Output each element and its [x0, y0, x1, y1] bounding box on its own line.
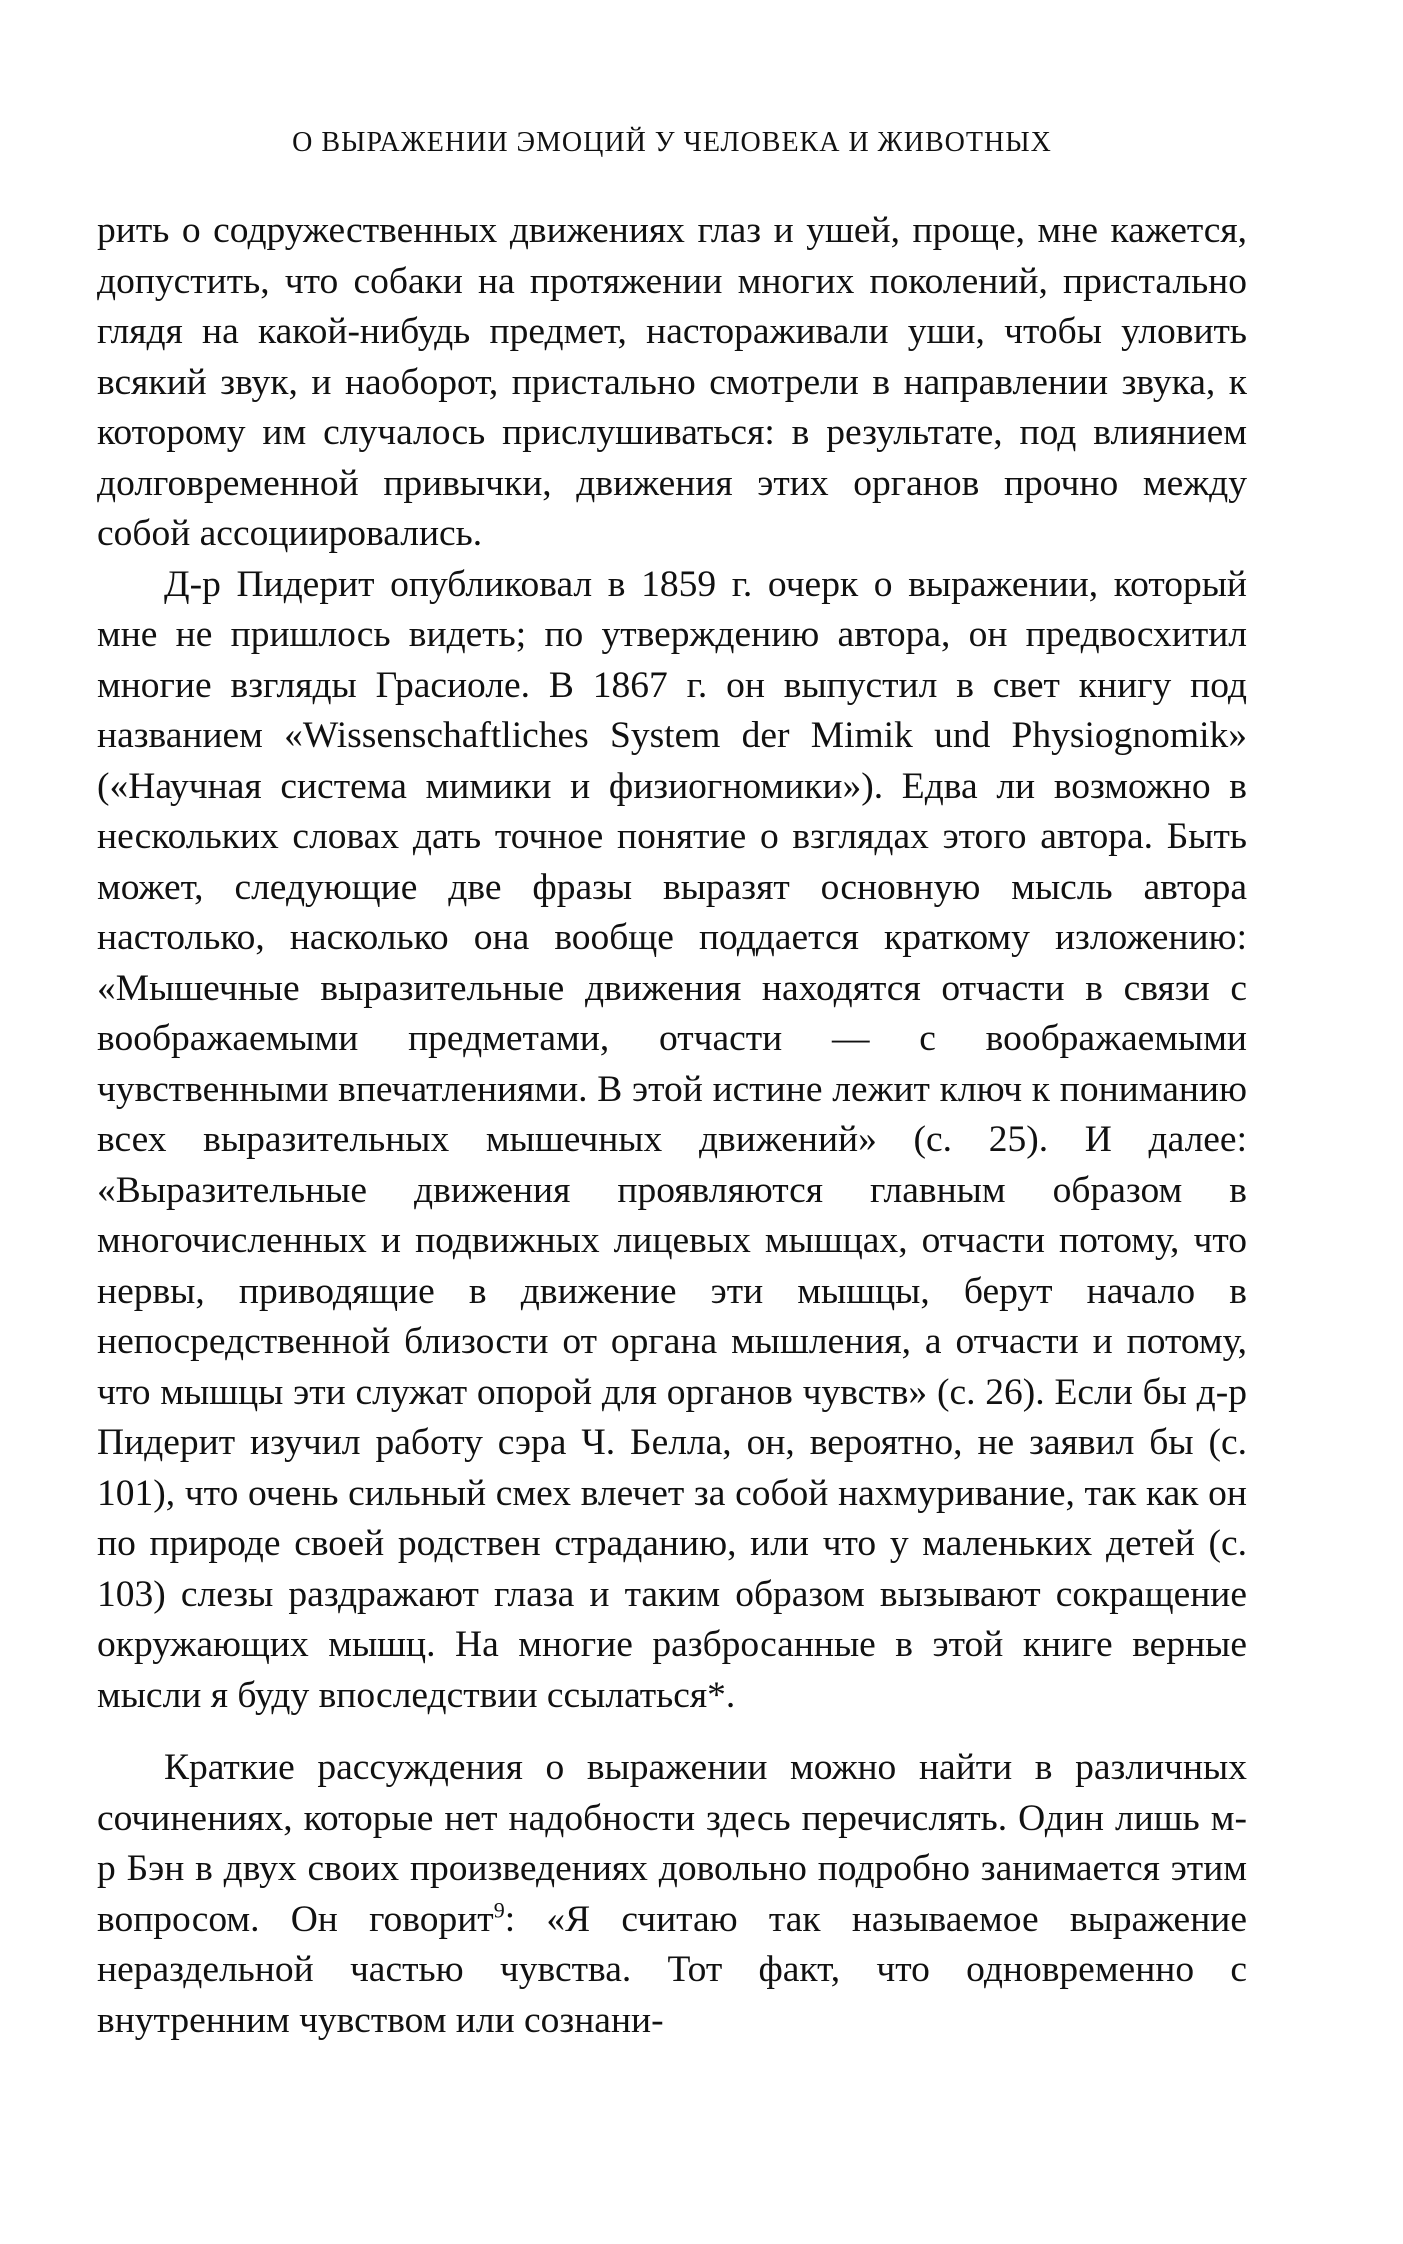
- paragraph-bain: [97, 1743, 1247, 2046]
- paragraph-bain-text: Краткие рассуждения о выражении можно найти в различных сочинениях, которые нет надобности здесь перечислять. Один лишь м-р Бэн в двух своих произведениях довольно подробно занимается этим вопросом. Он говорит: [97, 1747, 1247, 1940]
- paragraph-piderit: Д-р Пидерит опубликовал в 1859 г. очерк о выражении, который мне не пришлось видеть; по утверждению автора, он предвосхитил многие взгляды Грасиоле. В 1867 г. он выпустил в свет книгу под названием «Wissenschaftliches System der Mimik und Physiognomik» («Научная система мимики и физиогномики»). Едва ли возможно в нескольких словах дать точное понятие о взглядах этого автора. Быть может, следующие две фразы выразят основную мысль автора настолько, насколько она вообще поддается краткому изложению: «Мышечные выразительные движения находятся отчасти в связи с воображаемыми предметами, отчасти — с воображаемыми чувственными впечатлениями. В этой истине лежит ключ к пониманию всех выразительных мышечных движений» (с. 25). И далее: «Выразительные движения проявляются главным образом в многочисленных и подвижных лицевых мышцах, отчасти потому, что нервы, приводящие в движение эти мышцы, берут начало в непосредственной близости от органа мышления, а отчасти и потому, что мышцы эти служат опорой для органов чувств» (с. 26). Если бы д-р Пидерит изучил работу сэра Ч. Белла, он, вероятно, не заявил бы (с. 101), что очень сильный смех влечет за собой нахмуривание, так как он по природе своей родствен страданию, или что у маленьких детей (с. 103) слезы раздражают глаза и таким образом вызывают сокращение окружающих мышц. На многие разбросанные в этой книге верные мысли я буду впоследствии ссылаться*.: [97, 563, 1247, 1716]
- footnote-marker: 9: [493, 1897, 505, 1922]
- body-text: [97, 206, 1247, 2046]
- running-head: О ВЫРАЖЕНИИ ЭМОЦИЙ У ЧЕЛОВЕКА И ЖИВОТНЫХ: [292, 127, 1052, 158]
- paragraph-bain-text-continued: : «Я считаю так называемое выражение нераздельной частью чувства. Тот факт, что одновременно с внутренним чувством или сознани-: [97, 1898, 1247, 2041]
- paragraph-continued: рить о содружественных движениях глаз и ушей, проще, мне кажется, допустить, что собаки на протяжении многих поколений, пристально глядя на какой-нибудь предмет, настораживали уши, чтобы уловить всякий звук, и наоборот, пристально смотрели в направлении звука, к которому им случалось прислушиваться: в результате, под влиянием долговременной привычки, движения этих органов прочно между собой ассоциировались.: [97, 210, 1247, 554]
